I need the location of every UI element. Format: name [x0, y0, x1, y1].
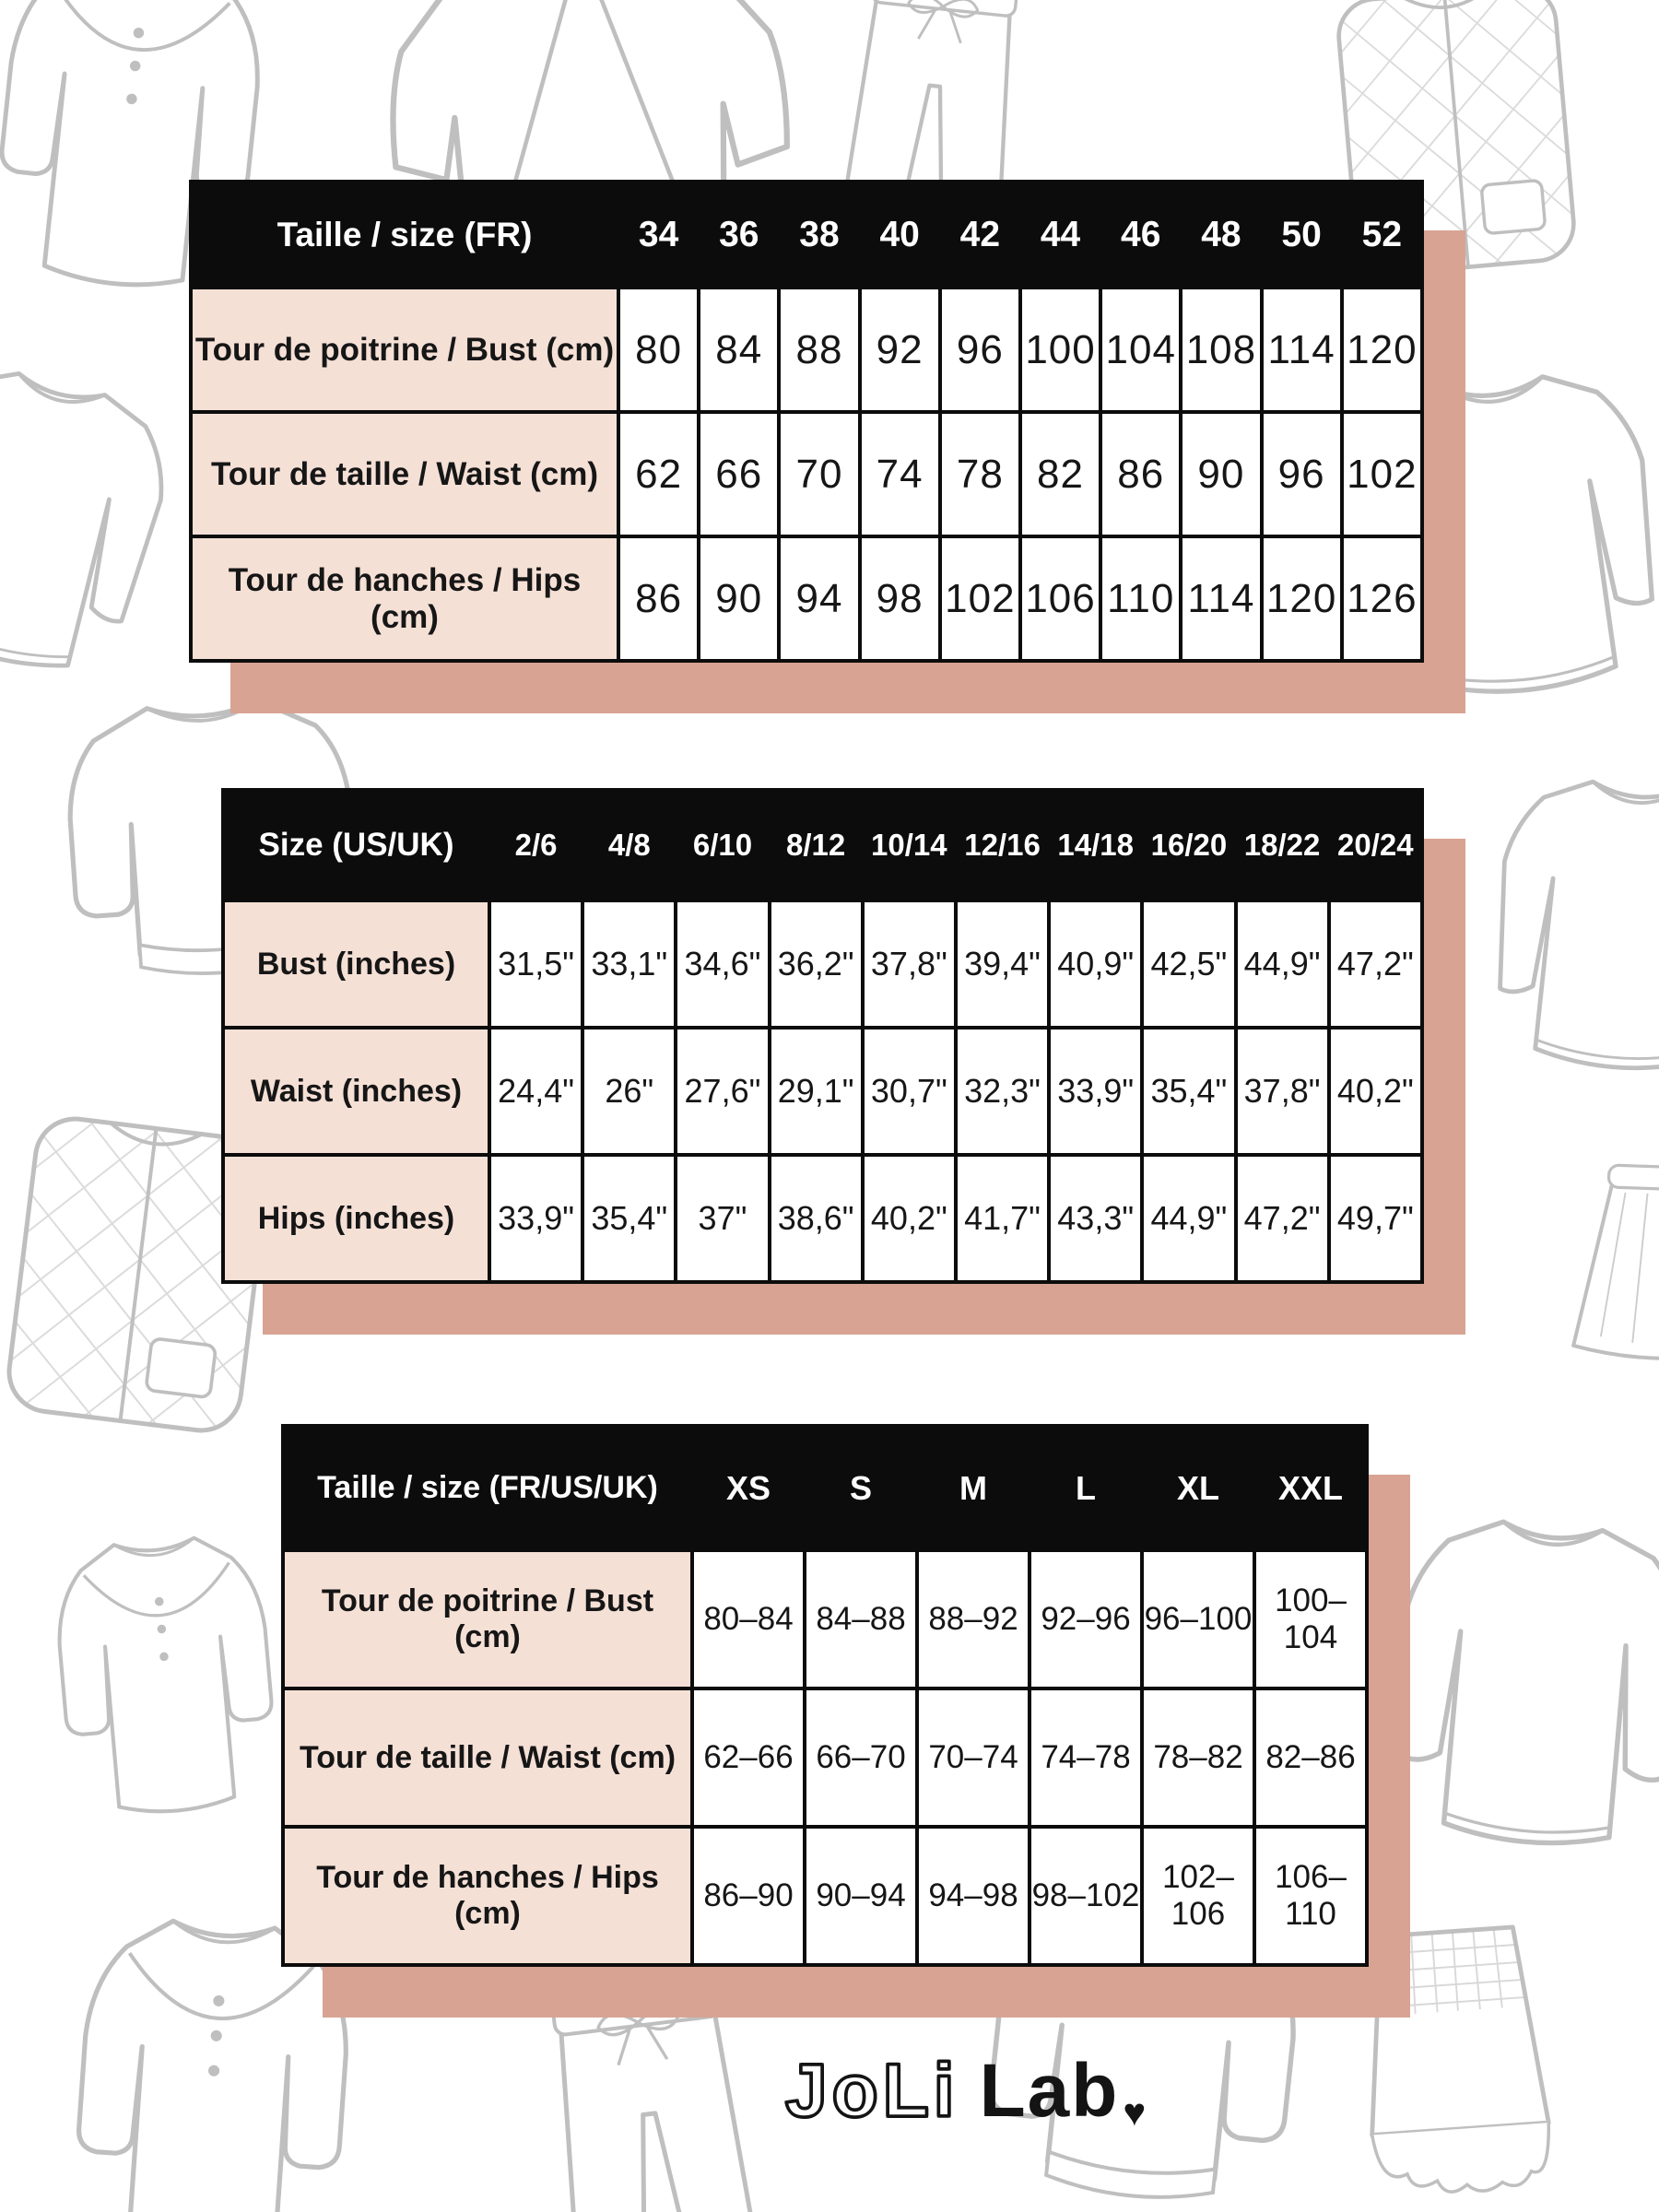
size-column-header: 38 [779, 182, 859, 288]
size-column-header: 8/12 [770, 790, 863, 900]
measurement-value: 38,6" [770, 1155, 863, 1282]
measurement-value: 74 [860, 412, 940, 536]
size-column-header: 14/18 [1049, 790, 1142, 900]
measurement-value: 49,7" [1329, 1155, 1422, 1282]
measurement-value: 98–102 [1030, 1827, 1142, 1965]
size-column-header: M [917, 1426, 1030, 1550]
measurement-value: 94 [779, 536, 859, 661]
measurement-value: 80–84 [692, 1550, 805, 1688]
measurement-row [283, 1688, 1367, 1827]
measurement-value: 108 [1181, 288, 1261, 412]
size-table-us-uk-inches [221, 788, 1424, 1284]
measurement-value: 34,6" [676, 900, 769, 1028]
measurement-row [283, 1827, 1367, 1965]
measurement-value: 66 [699, 412, 779, 536]
measurement-value: 88 [779, 288, 859, 412]
measurement-value: 40,2" [1329, 1028, 1422, 1155]
measurement-value: 96–100 [1142, 1550, 1254, 1688]
size-column-header: XL [1142, 1426, 1254, 1550]
measurement-value: 90 [1181, 412, 1261, 536]
measurement-value: 110 [1100, 536, 1181, 661]
measurement-value: 86 [618, 536, 699, 661]
measurement-value: 102 [940, 536, 1020, 661]
measurement-value: 44,9" [1236, 900, 1329, 1028]
measurement-value: 78 [940, 412, 1020, 536]
measurement-row [283, 1550, 1367, 1688]
size-column-header: 42 [940, 182, 1020, 288]
measurement-value: 47,2" [1329, 900, 1422, 1028]
size-column-header: 2/6 [489, 790, 582, 900]
measurement-label: Bust (inches) [223, 900, 489, 1028]
logo-lab-text: Lab [979, 2049, 1120, 2133]
measurement-value: 126 [1342, 536, 1422, 661]
measurement-value: 94–98 [917, 1827, 1030, 1965]
size-column-header: 10/14 [863, 790, 956, 900]
measurement-value: 106–110 [1254, 1827, 1367, 1965]
measurement-value: 43,3" [1049, 1155, 1142, 1282]
measurement-value: 82–86 [1254, 1688, 1367, 1827]
measurement-value: 100–104 [1254, 1550, 1367, 1688]
measurement-value: 86–90 [692, 1827, 805, 1965]
measurement-value: 88–92 [917, 1550, 1030, 1688]
size-column-header: 48 [1181, 182, 1261, 288]
measurement-value: 96 [1262, 412, 1342, 536]
measurement-value: 36,2" [770, 900, 863, 1028]
size-column-header: 52 [1342, 182, 1422, 288]
heart-icon: ♥ [1123, 2090, 1147, 2134]
measurement-value: 27,6" [676, 1028, 769, 1155]
table-header-label: Size (US/UK) [223, 790, 489, 900]
measurement-value: 70–74 [917, 1688, 1030, 1827]
joli-lab-logo [785, 2048, 1146, 2135]
measurement-value: 29,1" [770, 1028, 863, 1155]
measurement-value: 90 [699, 536, 779, 661]
measurement-value: 62–66 [692, 1688, 805, 1827]
table-header-row [191, 182, 1422, 288]
size-column-header: 16/20 [1142, 790, 1235, 900]
measurement-label: Waist (inches) [223, 1028, 489, 1155]
size-column-header: 44 [1020, 182, 1100, 288]
measurement-value: 62 [618, 412, 699, 536]
measurement-value: 31,5" [489, 900, 582, 1028]
measurement-label: Tour de poitrine / Bust (cm) [283, 1550, 692, 1688]
measurement-label: Tour de poitrine / Bust (cm) [191, 288, 618, 412]
size-column-header: XXL [1254, 1426, 1367, 1550]
measurement-value: 39,4" [956, 900, 1049, 1028]
measurement-value: 70 [779, 412, 859, 536]
measurement-value: 92–96 [1030, 1550, 1142, 1688]
size-column-header: S [805, 1426, 917, 1550]
table-header-label: Taille / size (FR/US/UK) [283, 1426, 692, 1550]
measurement-value: 37,8" [1236, 1028, 1329, 1155]
measurement-value: 33,1" [582, 900, 676, 1028]
measurement-value: 100 [1020, 288, 1100, 412]
measurement-value: 32,3" [956, 1028, 1049, 1155]
measurement-value: 24,4" [489, 1028, 582, 1155]
measurement-value: 120 [1262, 536, 1342, 661]
measurement-value: 44,9" [1142, 1155, 1235, 1282]
measurement-value: 74–78 [1030, 1688, 1142, 1827]
measurement-value: 90–94 [805, 1827, 917, 1965]
measurement-value: 40,9" [1049, 900, 1142, 1028]
size-column-header: 18/22 [1236, 790, 1329, 900]
measurement-value: 84 [699, 288, 779, 412]
garment-sketch-tee [1458, 750, 1659, 1104]
measurement-value: 84–88 [805, 1550, 917, 1688]
measurement-value: 33,9" [489, 1155, 582, 1282]
logo-joli-text: JoLi [785, 2049, 959, 2133]
table-header-label: Taille / size (FR) [191, 182, 618, 288]
size-column-header: 12/16 [956, 790, 1049, 900]
measurement-label: Tour de hanches / Hips (cm) [283, 1827, 692, 1965]
measurement-value: 47,2" [1236, 1155, 1329, 1282]
measurement-value: 114 [1181, 536, 1261, 661]
measurement-row [191, 288, 1422, 412]
garment-sketch-skirt [1544, 1148, 1659, 1426]
measurement-value: 33,9" [1049, 1028, 1142, 1155]
size-column-header: 36 [699, 182, 779, 288]
measurement-value: 114 [1262, 288, 1342, 412]
measurement-value: 106 [1020, 536, 1100, 661]
measurement-value: 37,8" [863, 900, 956, 1028]
measurement-value: 102–106 [1142, 1827, 1254, 1965]
size-column-header: 20/24 [1329, 790, 1422, 900]
size-column-header: 50 [1262, 182, 1342, 288]
size-column-header: 40 [860, 182, 940, 288]
measurement-row [191, 536, 1422, 661]
measurement-value: 82 [1020, 412, 1100, 536]
measurement-value: 86 [1100, 412, 1181, 536]
size-column-header: 4/8 [582, 790, 676, 900]
measurement-label: Hips (inches) [223, 1155, 489, 1282]
measurement-label: Tour de taille / Waist (cm) [283, 1688, 692, 1827]
measurement-value: 80 [618, 288, 699, 412]
table-header-row [223, 790, 1422, 900]
measurement-label: Tour de hanches / Hips (cm) [191, 536, 618, 661]
size-table-letter-sizes [281, 1424, 1369, 1967]
measurement-row [191, 412, 1422, 536]
measurement-row [223, 1028, 1422, 1155]
measurement-value: 42,5" [1142, 900, 1235, 1028]
measurement-row [223, 1155, 1422, 1282]
measurement-value: 26" [582, 1028, 676, 1155]
size-column-header: 46 [1100, 182, 1181, 288]
garment-sketch-top [0, 329, 210, 715]
measurement-value: 78–82 [1142, 1688, 1254, 1827]
measurement-value: 30,7" [863, 1028, 956, 1155]
measurement-value: 102 [1342, 412, 1422, 536]
size-column-header: 34 [618, 182, 699, 288]
measurement-value: 35,4" [1142, 1028, 1235, 1155]
measurement-value: 66–70 [805, 1688, 917, 1827]
measurement-label: Tour de taille / Waist (cm) [191, 412, 618, 536]
measurement-value: 37" [676, 1155, 769, 1282]
measurement-value: 40,2" [863, 1155, 956, 1282]
measurement-value: 35,4" [582, 1155, 676, 1282]
measurement-value: 104 [1100, 288, 1181, 412]
size-column-header: XS [692, 1426, 805, 1550]
measurement-value: 96 [940, 288, 1020, 412]
table-header-row [283, 1426, 1367, 1550]
size-column-header: 6/10 [676, 790, 769, 900]
measurement-value: 120 [1342, 288, 1422, 412]
measurement-row [223, 900, 1422, 1028]
measurement-value: 98 [860, 536, 940, 661]
measurement-value: 92 [860, 288, 940, 412]
measurement-value: 41,7" [956, 1155, 1049, 1282]
size-column-header: L [1030, 1426, 1142, 1550]
garment-sketch-collar-blouse [15, 1510, 318, 1847]
size-table-fr-cm [189, 180, 1424, 663]
